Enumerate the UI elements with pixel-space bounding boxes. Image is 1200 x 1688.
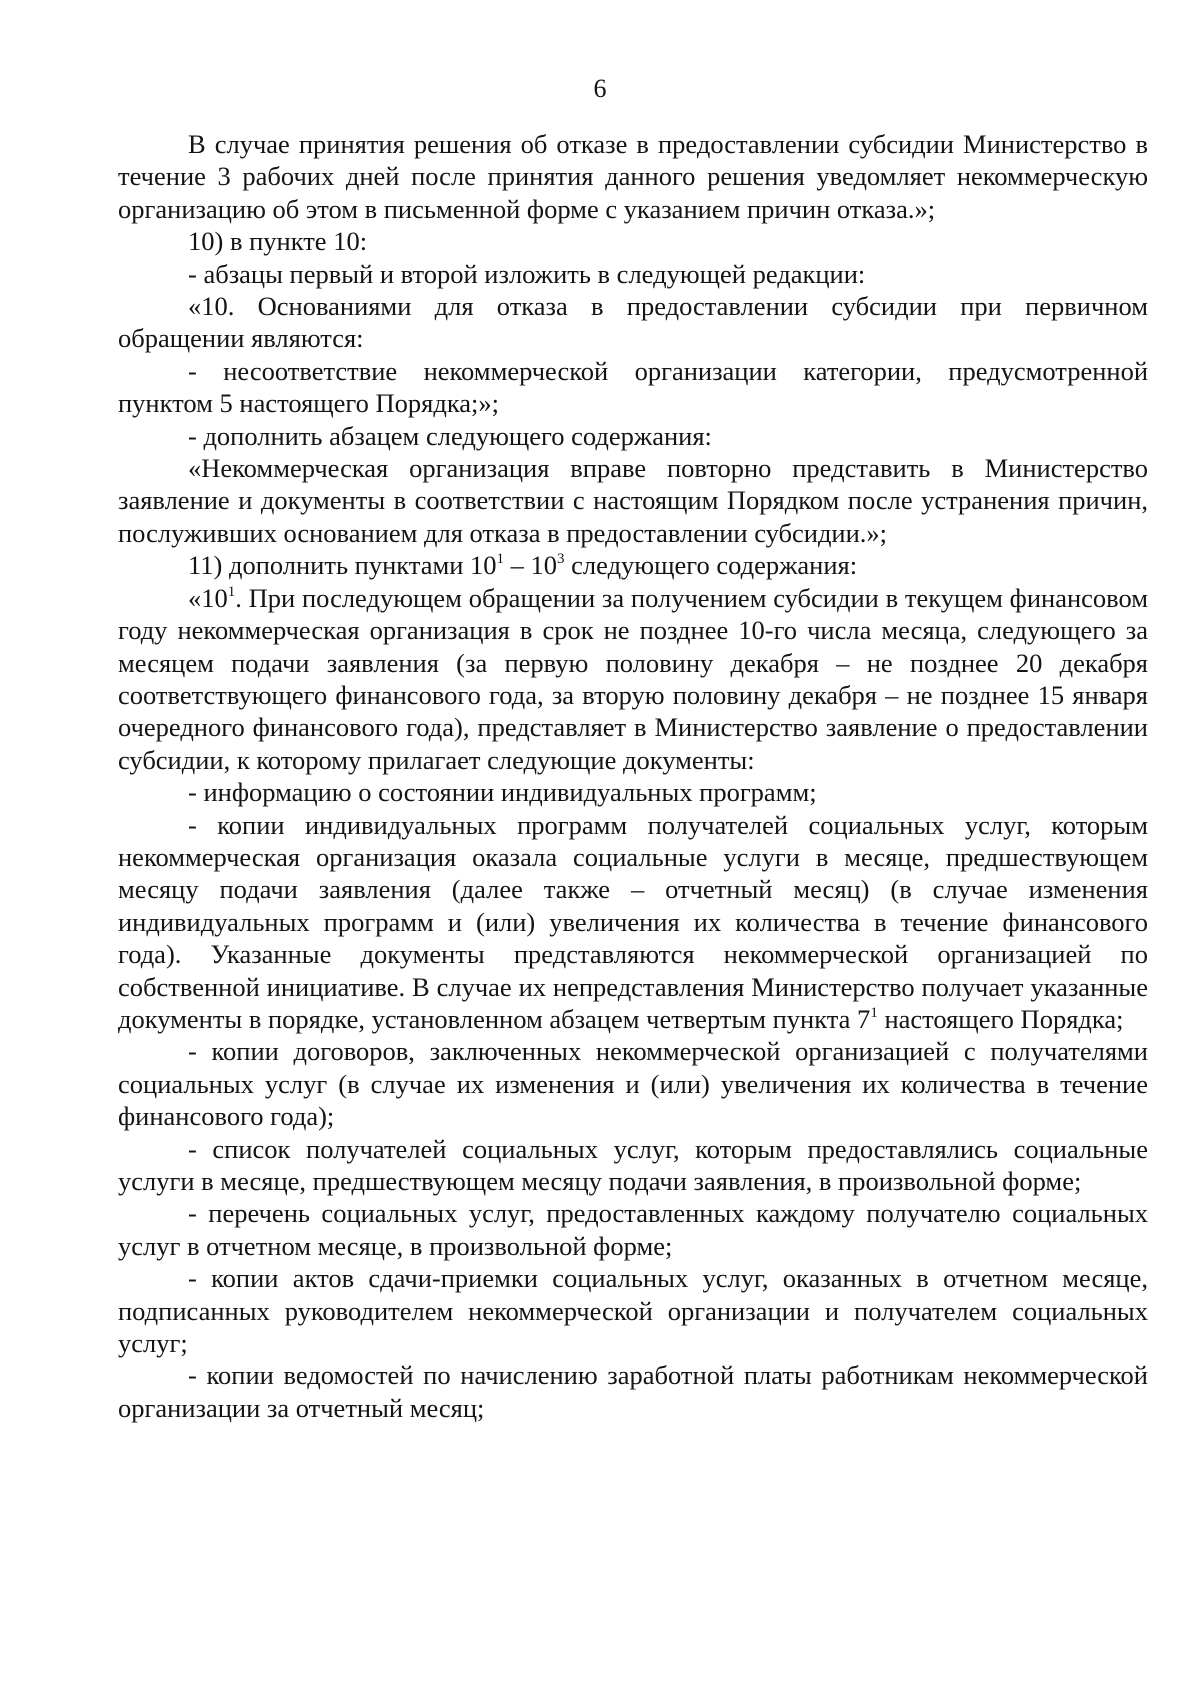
item-11-superscript-1: 1 [496, 551, 505, 568]
list-item-services-list: - перечень социальных услуг, предоставленных каждому получателю социальных услуг в отчетном месяце, в произвольной форме; [118, 1198, 1148, 1261]
paragraph-first-second-abzac: - абзацы первый и второй изложить в следующей редакции: [188, 258, 866, 289]
document-body [118, 128, 1148, 1424]
item-11-text-dash: – 10 [504, 550, 558, 581]
program-copies-text-end: настоящего Порядка; [877, 1003, 1124, 1034]
list-item-acceptance-acts: - копии актов сдачи-приемки социальных услуг, оказанных в отчетном месяце, подписанных руководителем некоммерческой организации и получателем социальных услуг; [118, 1263, 1148, 1359]
paragraph-item-10-1 [118, 582, 1148, 776]
list-item-program-copies [118, 809, 1148, 1036]
paragraph-refusal-notice: В случае принятия решения об отказе в предоставлении субсидии Министерство в течение 3 рабочих дней после принятия данного решения уведомляет некоммерческую организацию об этом в письменной форме с указанием причин отказа.»; [118, 129, 1148, 224]
list-item-program-info: - информацию о состоянии индивидуальных программ; [188, 777, 817, 808]
paragraph-item-10: 10) в пункте 10: [188, 226, 368, 257]
item-11-superscript-3: 3 [557, 551, 565, 568]
item-10-1-text: . При последующем обращении за получением субсидии в текущем финансовом году некоммерческая организация в срок не позднее 10-го числа месяца, следующего за месяцем подачи заявления (за первую половину декабря – не позднее 20 декабря соответствующего финансового года, за вторую половину декабря – не позднее 15 января очередного финансового года), представляет в Министерство заявление о предоставлении субсидии, к которому прилагает следующие документы: [118, 582, 1148, 775]
item-11-text-end: следующего содержания: [564, 550, 858, 581]
item-10-1-superscript: 1 [227, 583, 236, 600]
list-item-contract-copies: - копии договоров, заключенных некоммерческой организацией с получателями социальных услуг (в случае их изменения и (или) увеличения их количества в течение финансового года); [118, 1036, 1148, 1132]
paragraph-supplement-abzac: - дополнить абзацем следующего содержания: [188, 420, 712, 451]
paragraph-grounds-for-refusal: «10. Основаниями для отказа в предоставлении субсидии при первичном обращении являются: [118, 291, 1148, 354]
page-number: 6 [593, 74, 607, 103]
program-copies-superscript: 1 [870, 1004, 878, 1021]
paragraph-nonconformity: - несоответствие некоммерческой организации категории, предусмотренной пунктом 5 настоящего Порядка;»; [118, 355, 1148, 419]
item-11-text-start: 11) дополнить пунктами 10 [188, 550, 497, 581]
program-copies-text: - копии индивидуальных программ получателей социальных услуг, которым некоммерческая организация оказала социальные услуги в месяце, предшествующем месяцу подачи заявления (далее также – отчетный месяц) (в случае изменения индивидуальных программ и (или) увеличения их количества в течение финансового года). Указанные документы представляются некоммерческой организацией по собственной инициативе. В случае их непредставления Министерство получает указанные документы в порядке, установленном абзацем четвертым пункта 7 [118, 809, 1148, 1034]
paragraph-repeat-application: «Некоммерческая организация вправе повторно представить в Министерство заявление и документы в соответствии с настоящим Порядком после устранения причин, послуживших основанием для отказа в предоставлении субсидии.»; [118, 453, 1148, 548]
item-10-1-number: «10 [188, 582, 228, 613]
list-item-payroll-statements: - копии ведомостей по начислению заработной платы работникам некоммерческой организации за отчетный месяц; [118, 1360, 1148, 1423]
paragraph-item-11 [118, 549, 1148, 581]
list-item-recipient-list: - список получателей социальных услуг, которым предоставлялись социальные услуги в месяце, предшествующем месяцу подачи заявления, в произвольной форме; [118, 1133, 1148, 1196]
